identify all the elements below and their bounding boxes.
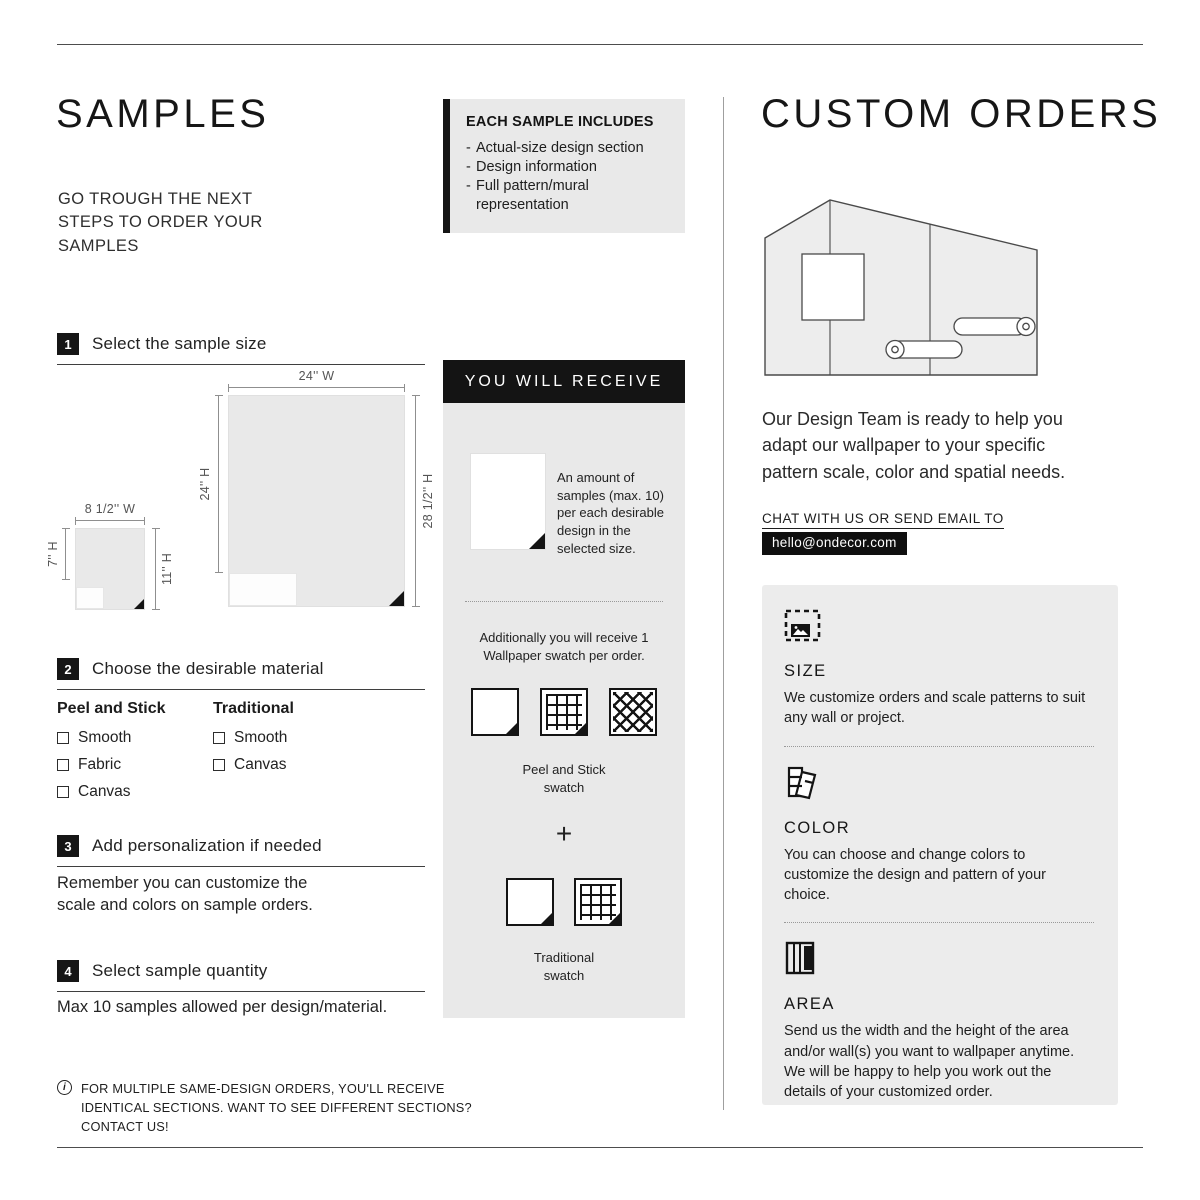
bottom-rule — [57, 1147, 1143, 1148]
wallpaper-wall-illustration — [762, 196, 1040, 378]
chat-with-us-label: CHAT WITH US OR SEND EMAIL TO — [762, 511, 1004, 529]
additional-swatch-text: Additionally you will receive 1 Wallpaper swatch per order. — [479, 630, 649, 664]
includes-list — [466, 139, 671, 216]
peel-swatch-label-text: Peel and Stick swatch — [522, 762, 606, 795]
step-4-description: Max 10 samples allowed per design/material. — [57, 998, 388, 1016]
material-option-traditional-smooth[interactable] — [213, 729, 294, 747]
dotted-divider — [784, 922, 1094, 923]
step-1-number: 1 — [57, 333, 79, 355]
peel-and-stick-swatch-row — [443, 688, 685, 736]
peel-and-stick-heading: Peel and Stick — [57, 700, 166, 717]
step-4-title: Select sample quantity — [92, 961, 268, 980]
step-3-number: 3 — [57, 835, 79, 857]
includes-item: - Design information — [466, 158, 671, 177]
material-option-peel-fabric[interactable] — [57, 756, 166, 774]
material-option-peel-canvas[interactable] — [57, 783, 166, 801]
material-option-traditional-canvas[interactable] — [213, 756, 294, 774]
option-label: Canvas — [234, 756, 287, 773]
samples-title: SAMPLES — [56, 92, 270, 136]
plain-swatch-icon — [506, 878, 554, 926]
step-2-header — [57, 658, 425, 690]
crosshatch-swatch-icon — [609, 688, 657, 736]
footnote — [57, 1079, 497, 1137]
option-label: Fabric — [78, 756, 122, 773]
color-feature-title: COLOR — [784, 818, 851, 837]
small-sample-sheet — [75, 528, 145, 610]
large-sample-sheet — [228, 395, 405, 607]
small-right-dimension-line — [155, 528, 156, 610]
area-feature-text: Send us the width and the height of the area and/or wall(s) you want to wallpaper anytime. We will be happy to help you work out the details of your customized order. — [784, 1023, 1075, 1101]
option-label: Smooth — [234, 729, 288, 746]
image-size-icon — [784, 609, 824, 645]
large-left-height-label: 24'' H — [198, 467, 212, 501]
step-2-number: 2 — [57, 658, 79, 680]
grid-swatch-icon — [574, 878, 622, 926]
peel-swatch-label — [443, 761, 685, 796]
step-4-header — [57, 960, 425, 992]
column-divider — [723, 97, 724, 1110]
info-icon: i — [57, 1080, 72, 1095]
traditional-swatch-label-text: Traditional swatch — [533, 950, 595, 983]
step-4-number: 4 — [57, 960, 79, 982]
large-width-dimension-line — [228, 387, 405, 388]
you-will-receive-header: YOU WILL RECEIVE — [443, 360, 685, 403]
dotted-divider — [784, 746, 1094, 747]
material-option-peel-smooth[interactable] — [57, 729, 166, 747]
step-3-title: Add personalization if needed — [92, 836, 322, 855]
you-will-receive-panel — [443, 403, 685, 1018]
checkbox-traditional-smooth[interactable] — [213, 732, 225, 744]
step-1-title: Select the sample size — [92, 334, 267, 353]
large-right-height-label: 28 1/2'' H — [421, 473, 435, 529]
small-right-height-label: 11'' H — [160, 552, 174, 586]
small-width-dimension-line — [75, 520, 145, 521]
dotted-divider — [465, 601, 663, 602]
grid-pattern — [580, 884, 616, 920]
large-sheet-inner-strip — [229, 573, 297, 606]
step-3-description: Remember you can customize the scale and colors on sample orders. — [57, 874, 313, 914]
material-column-traditional — [213, 700, 294, 783]
step-1-header — [57, 333, 425, 365]
small-width-label: 8 1/2'' W — [84, 502, 136, 516]
size-feature-text: We customize orders and scale patterns to suit any wall or project. — [784, 690, 1086, 727]
size-feature-title: SIZE — [784, 662, 827, 680]
includes-item: - Full pattern/mural representation — [466, 177, 671, 215]
includes-title: EACH SAMPLE INCLUDES — [466, 114, 654, 130]
large-left-dimension-line — [218, 395, 219, 573]
color-swatches-icon — [784, 764, 824, 802]
color-feature-text: You can choose and change colors to customize the design and pattern of your choice. — [784, 846, 1046, 904]
footnote-text: FOR MULTIPLE SAME-DESIGN ORDERS, YOU'LL RECEIVE IDENTICAL SECTIONS. WANT TO SEE DIFFERENT SECTIONS? CONTACT US! — [81, 1081, 472, 1135]
step-3-header — [57, 835, 425, 867]
customization-features-panel — [762, 585, 1118, 1105]
traditional-heading: Traditional — [213, 700, 294, 717]
wall-panels-icon — [784, 940, 824, 978]
crosshatch-pattern — [613, 692, 653, 732]
top-rule — [57, 44, 1143, 45]
each-sample-includes-box — [443, 99, 685, 233]
traditional-swatch-label — [443, 949, 685, 984]
grid-swatch-icon — [540, 688, 588, 736]
option-label: Smooth — [78, 729, 132, 746]
includes-item: - Actual-size design section — [466, 139, 671, 158]
small-left-dimension-line — [65, 528, 66, 580]
sample-sheet-icon — [470, 453, 546, 550]
step-2-title: Choose the desirable material — [92, 659, 324, 678]
checkbox-peel-fabric[interactable] — [57, 759, 69, 771]
custom-orders-title: CUSTOM ORDERS — [761, 92, 1162, 136]
plain-swatch-icon — [471, 688, 519, 736]
area-feature-title: AREA — [784, 995, 835, 1014]
small-left-height-label: 7'' H — [46, 541, 60, 567]
option-label: Canvas — [78, 783, 131, 800]
small-sheet-inner-strip — [76, 587, 104, 609]
traditional-swatch-row — [443, 878, 685, 926]
large-width-label: 24'' W — [298, 369, 335, 383]
plus-sign: + — [555, 818, 573, 849]
checkbox-traditional-canvas[interactable] — [213, 759, 225, 771]
contact-email-badge[interactable]: hello@ondecor.com — [762, 532, 907, 555]
large-right-dimension-line — [415, 395, 416, 607]
samples-amount-text: An amount of samples (max. 10) per each desirable design in the selected size. — [557, 470, 664, 556]
custom-orders-intro: Our Design Team is ready to help you adapt our wallpaper to your specific pattern scale, color and spatial needs. — [762, 409, 1066, 482]
samples-subtitle: GO TROUGH THE NEXT STEPS TO ORDER YOUR SAMPLES — [58, 190, 263, 255]
material-column-peel-and-stick — [57, 700, 166, 810]
checkbox-peel-canvas[interactable] — [57, 786, 69, 798]
grid-pattern — [546, 694, 582, 730]
checkbox-peel-smooth[interactable] — [57, 732, 69, 744]
